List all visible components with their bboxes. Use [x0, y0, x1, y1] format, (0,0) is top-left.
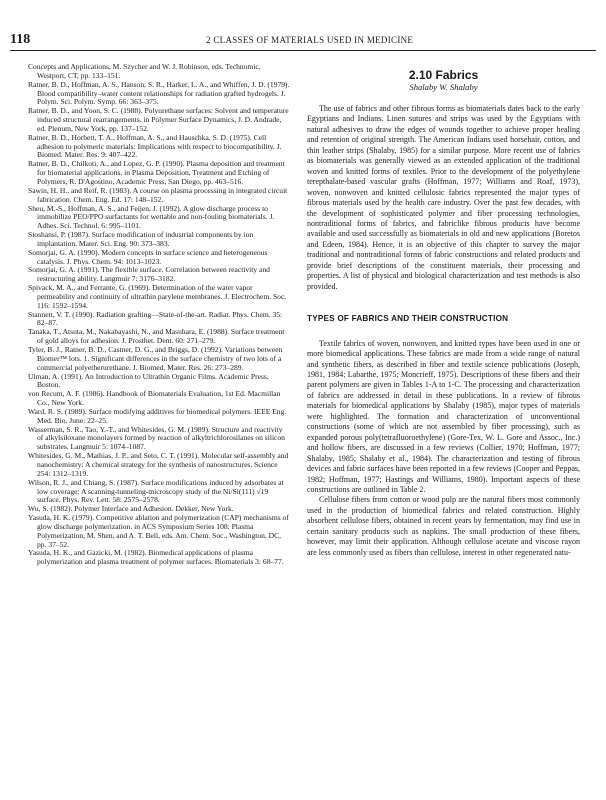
reference-item: Sioshansi, P. (1987). Surface modification of industrial components by ion implantation. Mater. Sci. Eng. 90: 373–383. — [28, 230, 254, 248]
reference-item: Ward, R. S. (1989). Surface modifying additives for biomedical polymers. IEEE Eng. Med. Bio. June: 22–25. — [28, 406, 287, 425]
reference-item: Wilson, R. J., and Chiang, S. (1987). Surface modifications induced by adsorbates at low coverage: A scanning-tunneling-microscopy study of the Ni/Si(111) √19 surface. Phys. Rev. Lett. 58: 2575–2578. — [28, 477, 284, 505]
reference-item: Stannett, V. T. (1990). Radiation grafting—State-of-the-art. Radiat. Phys. Chem. 35: 82–87. — [28, 309, 283, 328]
page-number: 118 — [10, 32, 31, 47]
reference-item: Sheu, M.-S., Hoffman, A. S., and Feijen, J. (1992). A glow discharge process to immobilize PEO/PPO surfactants for wettable and non-fouling biomaterials. J. Adhes. Sci. Technol. 6: 995–1101. — [28, 203, 275, 231]
reference-item: Yasuda, H. K., and Gazicki, M. (1982). Biomedical applications of plasma polymerization and plasma treatment of polymer surfaces. Biomaterials 3: 68–77. — [28, 548, 284, 567]
reference-item: Ratner, B. D., and Yoon, S. C. (1988). Polyurethane surfaces: Solvent and temperature induced structural rearrangements. in Polymer Surface Dynamics, J. D. Andrade, ed. Plenum, New York, pp. 137–152. — [28, 106, 289, 133]
reference-item: Spivack, M. A., and Ferrante, G. (1969). Determination of the water vapor permeability and continuity of ultrathin parylene membranes. J. Electrochem. Soc. 116: 1592–1594. — [28, 283, 287, 310]
subsection-heading: TYPES OF FABRICS AND THEIR CONSTRUCTION — [307, 314, 509, 324]
section-author: Shalaby W. Shalaby — [409, 82, 478, 92]
page-header — [10, 32, 596, 50]
reference-item: Concepts and Applications, M. Szycher and W. J. Robinson, eds. Technomic, Westport, CT, pp. 133–151. — [28, 62, 261, 80]
body-paragraph: Cellulose fibers from cotton or wood pulp are the natural fibers most commonly used in the production of biomedical fabrics and related construction. Highly absorbent cellulose fibers, obtained in recent years by fermentation, may find use in certain sanitary products such as napkins. The small production of these fibers, however, may limit their application. Although cellulose acetate and viscose rayon are less commonly used as fibers than cellulose, interest in other regenerated natu- — [307, 495, 580, 557]
reference-item: Wu, S. (1982). Polymer Interface and Adhesion. Dekker, New York. — [28, 504, 234, 514]
section-column — [307, 68, 580, 558]
reference-item: Yasuda, H. K. (1979). Competitive ablation and polymerization (CAP) mechanisms of glow discharge polymerization. in ACS Symposium Series 108: Plasma Polymerization, M. Shen, and A. T. Bell, eds. Am. Chem. Soc., Washington, DC, pp. 37–52. — [28, 513, 289, 549]
reference-item: von Recum, A. F. (1986). Handbook of Biomaterials Evaluation, 1st Ed. Macmillan Co., New York. — [28, 389, 281, 408]
section-title: 2.10 Fabrics — [408, 68, 479, 82]
header-rule — [10, 50, 596, 51]
reference-item: Somorjai, G. A. (1990). Modern concepts in surface science and heterogeneous catalysis. J. Phys. Chem. 94: 1013–1023. — [28, 247, 268, 266]
reference-item: Whitesides, G. M., Mathias, J. P., and Seto, C. T. (1991). Molecular self-assembly and nanochemistry: A chemical strategy for the synthesis of nanostructures. Science 254: 1312–1319. — [28, 451, 289, 478]
reference-item: Tanaka, T., Atsuta, M., Nakabayashi, N., and Masuhara, E. (1988). Surface treatment of gold alloys for adhesion. J. Prosthet. Dent. 60: 271–279. — [28, 327, 285, 346]
body-paragraph: Textile fabrics of woven, nonwoven, and knitted types have been used in one or more biomedical applications. These fabrics are made from a wide range of natural and synthetic fibers, as described in fiber and textile science publications (Joseph, 1981, 1984; Labarthe, 1975; Moncrieff, 1975). Descriptions of these fibers and their parent polymers are given in Tables 1-A to 1-C. The processing and characterization of fabrics are addressed in detail in these publications. In a review of fibrous materials for biomedical applications by Shalaby (1985), major types of materials were highlighted. The formation and characterization of unconventional constructions (some of which are not assembled by fiber processing), such as expanded porous poly(tetrafluoroethylene) (Gore-Tex, W. L. Gore and Assoc., Inc.) and hollow fibers, are discussed in a few reviews (Collier, 1970; Hoffman, 1977; Shalaby, 1985; Shalaby et al., 1984). The characterization and testing of fibrous devices and fabric surfaces have been reported in a few reviews (Cooper and Peppas, 1982; Hoffman, 1977; Hastings and Williams, 1980). Important aspects of these constructions are outlined in Table 2. — [307, 338, 580, 494]
reference-item: Ratner, B. D., Chilkoti, A., and Lopez, G. P. (1990). Plasma deposition and treatment for biomaterial applications. in Plasma Deposition, Treatment and Etching of Polymers, R. D'Agostino, Academic Press, San Diego, pp. 463–516. — [28, 159, 285, 186]
reference-item: Sawin, H. H., and Reif, R. (1983). A course on plasma processing in integrated circuit fabrication. Chem. Eng. Ed. 17: 148–152. — [28, 185, 288, 204]
intro-paragraph: The use of fabrics and other fibrous forms as biomaterials dates back to the early Egyptians and Indians. Linen sutures and strips was used by the Egyptians with natural adhesives to draw the edges of wounds together to achieve proper healing and retention of original strength. The American Indians used horsehair, cotton, and thin leather strips (Shalaby, 1985) for a similar purpose. More recent use of fabrics as biomaterials was generally viewed as an extended application of the traditional woven and knitted forms of textiles. Prior to the development of the polyethylene terepthalate-based vascular grafts (Hoffman, 1977; Williams and Roaf, 1973), woven, nonwoven and knitted cellulosic fabrics represented the major types of fibrous materials used by the health care industry. Over the past few decades, with the development of sophisticated polymer and fiber processing technologies, nontraditional forms of fabrics, and fabriclike fibrous products have become available and used successfully as biomaterials in old and new applications (Boretos and Edeen, 1984). Hence, it is an objective of this chapter to survey the major traditional and nontraditional forms of fabric constructions and related products and provide brief descriptions of the constituent materials, their processing and properties. A list of physical and biological characterization and test methods is also provided. — [307, 104, 580, 291]
reference-item: Ratner, B. D., Horbett, T. A., Hoffman, A. S., and Hauschka, S. D. (1975). Cell adhesion to polymeric materials: Implications with respect to biocompatibility. J. Biomed. Mater. Res. 9: 407–422. — [28, 132, 282, 160]
running-head: 2 CLASSES OF MATERIALS USED IN MEDICINE — [206, 35, 414, 45]
reference-item: Ulman, A. (1991). An Introduction to Ultrathin Organic Films. Academic Press, Boston. — [28, 371, 269, 390]
reference-item: Somorjai, G. A. (1991). The flexible surface. Correlation between reactivity and restructuring ability. Langmuir 7: 3176–3182. — [28, 265, 270, 284]
reference-item: Wasserman, S. R., Tao, Y.-T., and Whitesides, G. M. (1989). Structure and reactivity of alkylsiloxane monolayers formed by reaction of alkyltrichlorosilanes on silicon substrates. Langmuir 5: 1074–1087. — [28, 424, 285, 452]
reference-item: Ratner, B. D., Hoffman, A. S., Hanson, S. R., Harker, L. A., and Whiffen, J. D. (1979). Blood compatibility–water content relationships for radiation grafted hydrogels. J. Polym. Sci. Polym. Symp. 66: 363–375. — [28, 79, 290, 107]
reference-item: Tyler, B. J., Ratner, B. D., Castner, D. G., and Briggs, D. (1992). Variations between Biomer™ lots. 1. Significant differences in the surface chemistry of two lots of a commercial polyetherurethane. J. Biomed. Mater. Res. 26: 273–289. — [28, 345, 283, 372]
references-column — [28, 63, 290, 567]
